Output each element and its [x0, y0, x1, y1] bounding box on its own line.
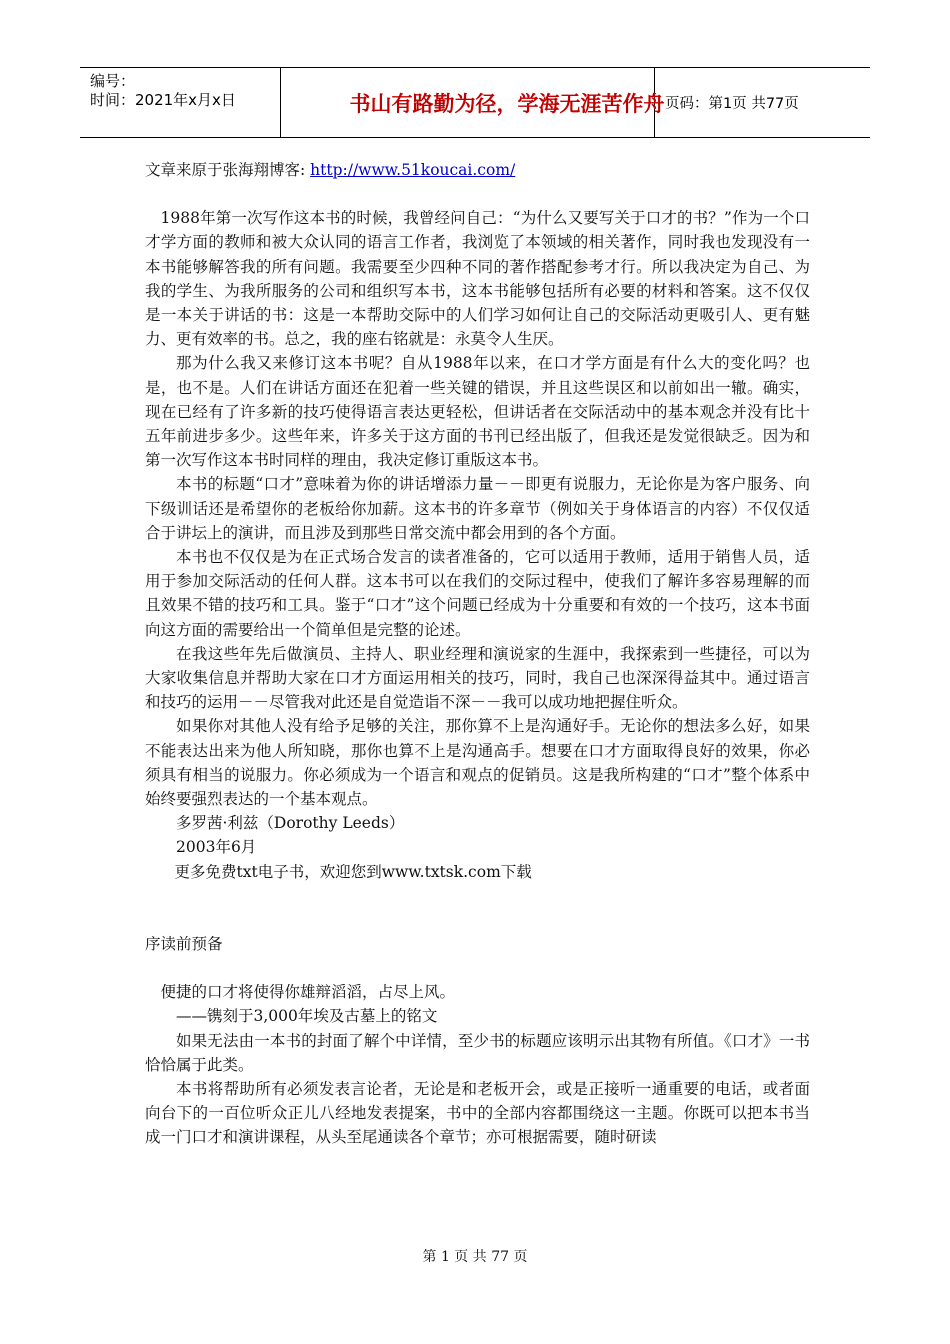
epigraph-quote: 便捷的口才将使得你雄辩滔滔，占尽上风。	[160, 983, 456, 1002]
source-prefix: 文章来原于张海翔博客:	[145, 161, 311, 179]
paragraph: 那为什么我又来修订这本书呢？自从1988年以来，在口才学方面是有什么大的变化吗？也是，也不是。人们在讲话方面还在犯着一些关键的错误，并且这些误区和以前如出一辙。确实，现在已经有了许多新的技巧使得语言表达更轻松，但讲话者在交际活动中的基本观念并没有比十五年前进步多少。这些年来，许多关于这方面的书刊已经出版了，但我还是发觉很缺乏。因为和第一次写作这本书时同样的理由，我决定修订重版这本书。	[145, 354, 810, 470]
signature-date: 2003年6月	[176, 838, 257, 857]
header-motto: 书山有路勤为径，学海无涯苦作舟	[349, 91, 665, 116]
time-label: 时间：2021年x月x日	[90, 91, 236, 109]
paragraph: 1988年第一次写作这本书的时候，我曾经问自己：“为什么又要写关于口才的书？”作为一个口才学方面的教师和被大众认同的语言工作者，我浏览了本领域的相关著作，同时我也发现没有一本书能够解答我的所有问题。我需要至少四种不同的著作搭配参考才行。所以我决定为自己、为我的学生、为我所服务的公司和组织写本书，这本书能够包括所有必要的材料和答案。这不仅仅是一本关于讲话的书：这是一本帮助交际中的人们学习如何让自己的交际活动更吸引人、更有魅力、更有效率的书。总之，我的座右铭就是：永莫令人生厌。	[145, 209, 810, 349]
spacer	[145, 908, 810, 932]
epigraph-source: ——镌刻于3,000年埃及古墓上的铭文	[176, 1007, 438, 1026]
signature-author: 多罗茜·利兹（Dorothy Leeds）	[176, 814, 405, 833]
paragraph: 如果无法由一本书的封面了解个中详情，至少书的标题应该明示出其物有所值。《口才》一书恰恰属于此类。	[145, 1031, 810, 1074]
paragraph: 本书也不仅仅是为在正式场合发言的读者准备的，它可以适用于教师，适用于销售人员，适用于参加交际活动的任何人群。这本书可以在我们的交际过程中，使我们了解许多容易理解的而且效果不错的技巧和工具。鉴于“口才”这个问题已经成为十分重要和有效的一个技巧，这本书面向这方面的需要给出一个简单但是完整的论述。	[145, 548, 810, 639]
paragraph: 在我这些年先后做演员、主持人、职业经理和演说家的生涯中，我探索到一些捷径，可以为大家收集信息并帮助大家在口才方面运用相关的技巧，同时，我自己也深深得益其中。通过语言和技巧的运用－－尽管我对此还是自觉造诣不深－－我可以成功地把握住听众。	[145, 644, 810, 712]
header-page-info: 页码：第1页 共77页	[665, 96, 799, 112]
document-body	[145, 158, 810, 1150]
source-line	[145, 158, 810, 182]
download-note: 更多免费txt电子书，欢迎您到www.txtsk.com下载	[174, 862, 532, 881]
spacer	[145, 884, 810, 908]
source-link[interactable]: http://www.51koucai.com/	[310, 161, 516, 179]
document-header	[80, 67, 870, 138]
paragraph: 如果你对其他人没有给予足够的关注，那你算不上是沟通好手。无论你的想法多么好，如果不能表达出来为他人所知晓，那你也算不上是沟通高手。想要在口才方面取得良好的效果，你必须具有相当的说服力。你必须成为一个语言和观点的促销员。这是我所构建的“口才”整个体系中始终要强烈表达的一个基本观点。	[145, 717, 810, 809]
spacer	[145, 956, 810, 980]
spacer	[145, 182, 810, 206]
header-meta	[90, 72, 236, 110]
paragraph: 本书将帮助所有必须发表言论者，无论是和老板开会，或是正接听一通重要的电话，或者面向台下的一百位听众正儿八经地发表提案，书中的全部内容都围绕这一主题。你既可以把本书当成一门口才和演讲课程，从头至尾通读各个章节；亦可根据需要，随时研读	[145, 1079, 810, 1147]
section-title: 序读前预备	[145, 934, 223, 953]
number-label: 编号：	[90, 72, 136, 90]
page-footer: 第 1 页 共 77 页	[422, 1249, 528, 1265]
paragraph: 本书的标题“口才”意味着为你的讲话增添力量－－即更有说服力，无论你是为客户服务、向下级训话还是希望你的老板给你加薪。这本书的许多章节（例如关于身体语言的内容）不仅仅适合于讲坛上的演讲，而且涉及到那些日常交流中都会用到的各个方面。	[145, 475, 810, 542]
